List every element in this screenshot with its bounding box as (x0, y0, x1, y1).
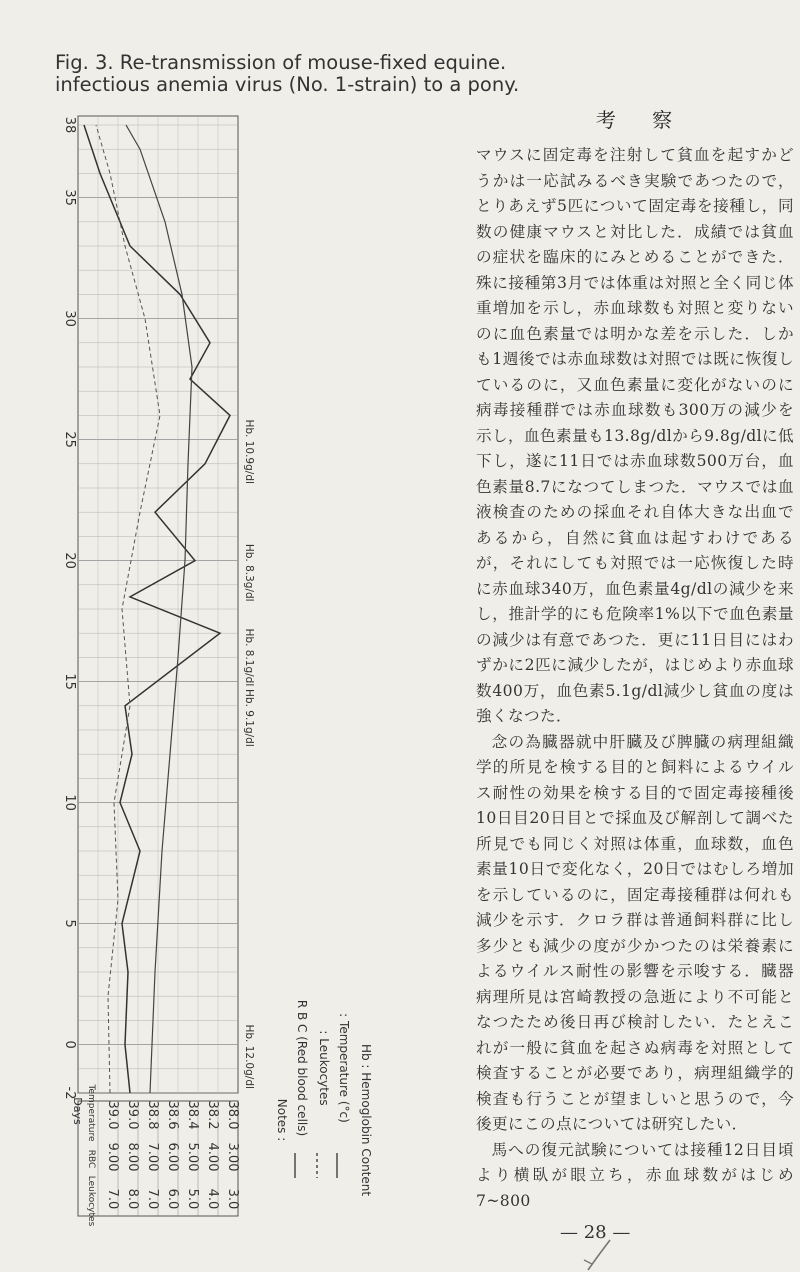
axis-value-leu: 7.0 (105, 1188, 120, 1210)
day-tick-label: -2 (62, 1086, 77, 1100)
axis-value-temp: 38.6 (165, 1100, 180, 1130)
axis-value-rbc: 4.00 (205, 1142, 220, 1172)
axis-value-rbc: 3.00 (225, 1142, 240, 1172)
discussion-paragraph-1: マウスに固定毒を注射して貧血を起すかどうかは一応試みるべき実験であつたので，とりあえず5匹について固定毒を接種し，同数の健康マウスと対比した．成績では貧血の症状を臨床的にみとめることができた．殊に接種第3月では体重は対照と全く同じ体重増加を示し，赤血球数も対照と変りないのに血色素量では明かな差を示した．しかも1週後では赤血球数は対照では既に恢復しているのに，又血色素量に変化がないのに病毒接種群では赤血球数も300万の減少を示し，血色素量も13.8g/dlから9.8g/dlに低下し，遂に11日では赤血球数500万台，血色素量8.7になつてしまつた．マウスでは血液検査のための採血それ自体大きな出血であるから，自然に貧血は起すわけであるが，それにしても対照では一応恢復した時に赤血球340万，血色素量4g/dlの減少を来し，推計学的にも危険率1%以下で血色素量の減少は有意であつた．更に11日目にはわずかに2匹に減少したが，はじめより赤血球数400万，血色素5.1g/dl減少し貧血の度は強くなつた． (476, 146, 794, 725)
hb-label: Hb. 8.3g/dl (243, 543, 255, 602)
day-tick-labels (62, 117, 77, 1100)
axis-value-leu: 8.0 (125, 1188, 140, 1210)
axis-value-leu: 6.0 (165, 1188, 180, 1210)
chart-svg (62, 108, 373, 1227)
days-axis-label: Days (71, 1097, 84, 1125)
axis-value-temp: 38.0 (225, 1100, 240, 1130)
legend-hb: Hb : Hemoglobin Content (359, 1043, 373, 1197)
day-tick-label: 25 (62, 431, 77, 448)
discussion-body (476, 143, 794, 1214)
axis-header-rbc: RBC (86, 1149, 96, 1169)
legend-notes: Notes : (275, 1098, 289, 1142)
axis-value-leu: 4.0 (205, 1188, 220, 1210)
figure-caption (55, 52, 655, 96)
caption-line-1: Fig. 3. Re-transmission of mouse-fixed equine. (55, 51, 507, 74)
axis-value-leu: 7.0 (145, 1188, 160, 1210)
hb-label: Hb. 8.1g/dl (243, 628, 255, 687)
axis-value-temp: 39.0 (105, 1100, 120, 1130)
axis-value-leu: 5.0 (185, 1188, 200, 1210)
axis-value-temp: 38.2 (205, 1100, 220, 1130)
page-number: — 28 — (560, 1222, 631, 1243)
axis-value-rbc: 7.00 (145, 1142, 160, 1172)
caption-line-2: infectious anemia virus (No. 1-strain) to a pony. (55, 73, 520, 96)
day-tick-label: 10 (62, 794, 77, 811)
axis-header-temp: Temperature (86, 1084, 96, 1142)
legend (275, 1000, 373, 1197)
day-tick-label: 0 (62, 1040, 77, 1049)
axis-value-rbc: 8.00 (125, 1142, 140, 1172)
axis-value-temp: 38.4 (185, 1100, 200, 1130)
axis-value-temp: 39.0 (125, 1100, 140, 1130)
day-tick-label: 20 (62, 552, 77, 569)
day-tick-label: 30 (62, 310, 77, 327)
day-tick-label: 5 (62, 919, 77, 928)
hb-label: Hb. 9.1g/dl (243, 689, 255, 747)
axis-value-rbc: 9.00 (105, 1142, 120, 1172)
axis-scale-table (71, 1083, 240, 1226)
axis-header-leu: Leukocytes (86, 1175, 96, 1227)
axis-value-rbc: 6.00 (165, 1142, 180, 1172)
day-tick-label: 35 (62, 189, 77, 206)
discussion-paragraph-3: 馬への復元試験については接種12日目頃より横臥が眼立ち，赤血球数がはじめ7~800 (476, 1140, 794, 1210)
pencil-mark-icon (580, 1238, 620, 1272)
legend-temp: : Temperature (°c) (337, 1013, 351, 1123)
section-title: 考 察 (595, 108, 675, 132)
discussion-section (476, 104, 794, 1214)
axis-value-rbc: 5.00 (185, 1142, 200, 1172)
hb-label: Hb. 12.0g/dl (243, 1024, 255, 1089)
legend-rbc: R B C (Red blood cells) (295, 999, 309, 1137)
figure-3-chart (62, 108, 373, 1227)
grid-lines (78, 116, 238, 1093)
day-tick-label: 38 (62, 116, 77, 134)
hb-labels (243, 419, 255, 1088)
axis-value-leu: 3.0 (225, 1188, 240, 1210)
discussion-paragraph-2: 念の為臓器就中肝臓及び脾臓の病理組織学的所見を検する目的と飼料によるウイルス耐性の効果を検する目的で固定毒接種後10日目20日目とで採血及び解剖して調べた所見でも同じく対照は体重，血球数，血色素量10日で変化なく，20日ではむしろ増加を示しているのに，固定毒接種群は何れも減少を示す．クロラ群は普通飼料群に比し多少とも減少の度が少かつたのは栄養素によるウイルス耐性の影響を示唆する．臓器病理所見は宮崎教授の急逝により不可能となつたため後日再び検討したい．たとえこれが一般に貧血を起さぬ病毒を対照として検査することが必要であり，病理組織学的検査も行うことが望ましいと思うので，今後更にこの点については研究したい． (476, 732, 794, 1133)
axis-value-temp: 38.8 (145, 1100, 160, 1130)
legend-leu: : Leukocytes (317, 1030, 331, 1106)
day-tick-label: 15 (62, 673, 77, 690)
hb-label: Hb. 10.9g/dl (243, 419, 255, 484)
